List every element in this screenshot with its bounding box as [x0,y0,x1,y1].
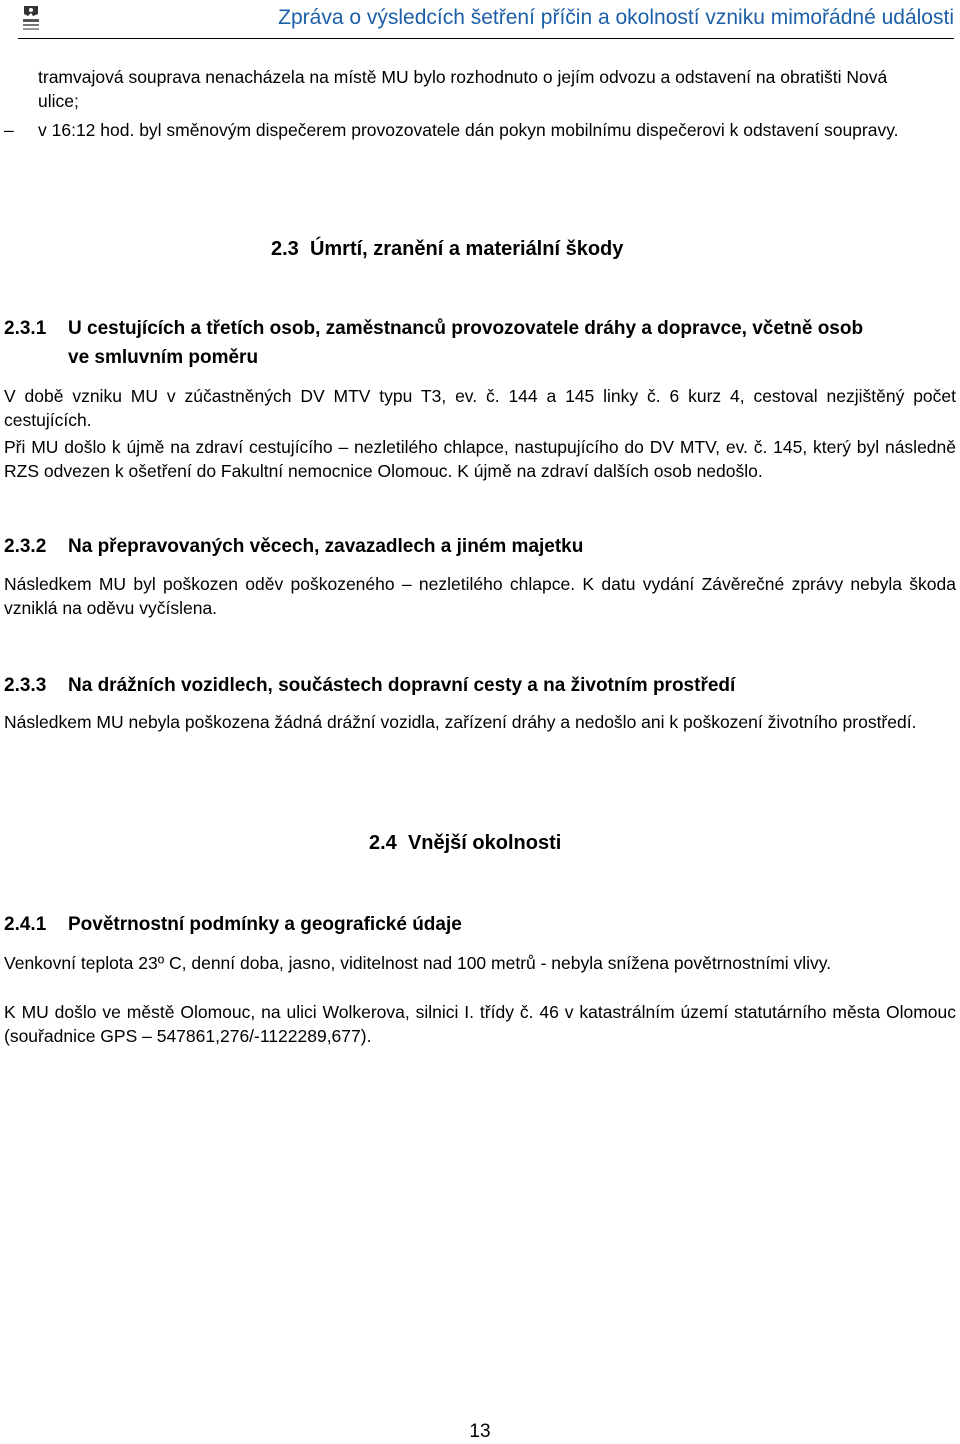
section-number: 2.4.1 [4,914,47,935]
paragraph: K MU došlo ve městě Olomouc, na ulici Wolkerova, silnici I. třídy č. 46 v katastrálním území statutárního města Olomouc (souřadnice GPS – 547861,276/-1122289,677). [4,1002,956,1046]
intro-line-2: v 16:12 hod. byl směnovým dispečerem provozovatele dán pokyn mobilnímu dispečerovi k odstavení soupravy. [38,120,899,140]
intro-line-1: tramvajová souprava nenacházela na místě MU bylo rozhodnuto o jejím odvozu a odstavení na obratišti Nová ulice; [38,67,888,111]
paragraph: Venkovní teplota 23º C, denní doba, jasno, viditelnost nad 100 metrů - nebyla snížena povětrnostními vlivy. [4,953,832,973]
section-title: Na přepravovaných věcech, zavazadlech a jiném majetku [68,536,584,557]
paragraph: Následkem MU nebyla poškozena žádná drážní vozidla, zařízení dráhy a nedošlo ani k poškození životního prostředí. [4,712,917,732]
section-2-3-1-heading [4,314,944,372]
page-number: 13 [469,1421,491,1442]
section-number: 2.3.2 [4,536,47,557]
section-2-3-3-heading [4,671,954,700]
logo-icon [20,4,42,36]
list-dash: – [4,120,14,140]
section-2-4-1-heading [4,910,944,939]
section-title: U cestujících a třetích osob, zaměstnanců provozovatele dráhy a dopravce, včetně osob ve smluvním poměru [68,318,864,368]
section-2-3-heading [271,238,623,261]
header-divider [18,38,954,39]
section-title: Vnější okolnosti [407,832,562,854]
section-number: 2.4 [369,832,397,854]
paragraph: Následkem MU byl poškozen oděv poškozeného – nezletilého chlapce. K datu vydání Závěrečné zprávy nebyla škoda vzniklá na oděvu vyčíslena. [4,574,956,618]
paragraph: Při MU došlo k újmě na zdraví cestujícího – nezletilého chlapce, nastupujícího do DV MTV, ev. č. 145, který byl následně RZS odvezen k ošetření do Fakultní nemocnice Olomouc. K újmě na zdraví dalších osob nedošlo. [4,437,956,481]
section-2-3-2-heading [4,532,944,561]
section-number: 2.3 [271,238,299,260]
section-title: Povětrnostní podmínky a geografické údaje [68,914,462,935]
section-number: 2.3.3 [4,675,47,696]
paragraph: V době vzniku MU v zúčastněných DV MTV typu T3, ev. č. 144 a 145 linky č. 6 kurz 4, cestoval nezjištěný počet cestujících. [4,386,956,430]
section-2-4-heading [369,832,561,855]
section-title: Úmrtí, zranění a materiální škody [309,238,624,260]
page-header [0,0,960,46]
header-title: Zpráva o výsledcích šetření příčin a okolností vzniku mimořádné události [278,6,954,29]
section-number: 2.3.1 [4,318,47,339]
section-title: Na drážních vozidlech, součástech dopravní cesty a na životním prostředí [68,675,736,696]
